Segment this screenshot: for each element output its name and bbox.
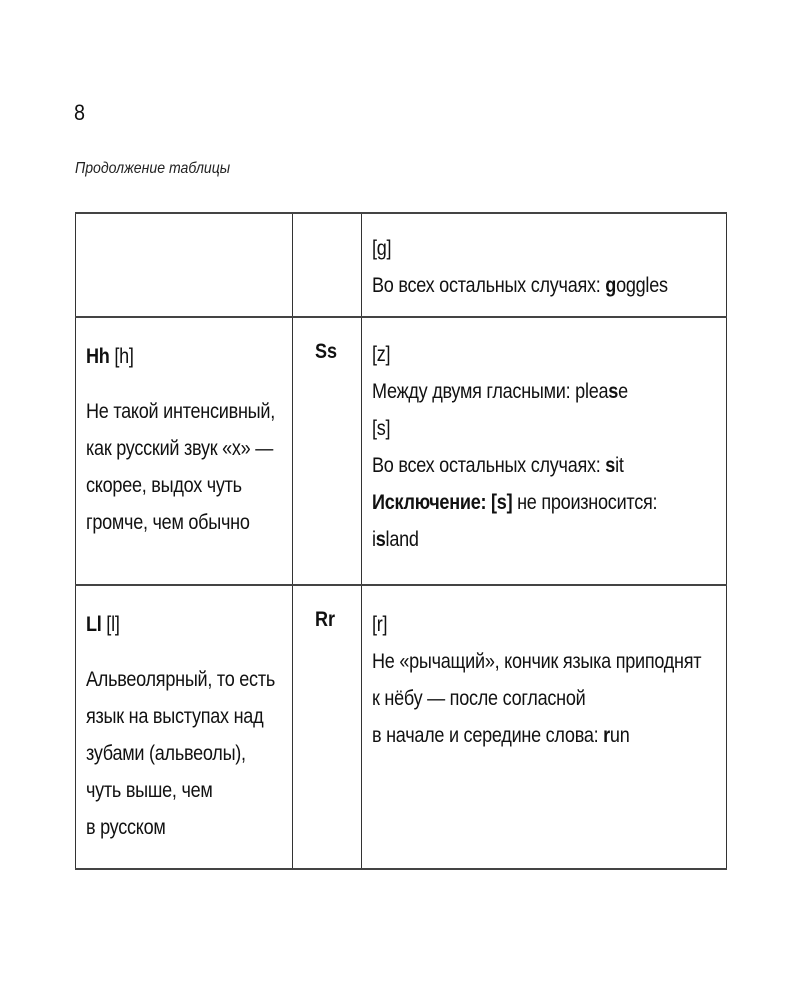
letter-cell-hh: [76, 317, 293, 585]
description-line: Не такой интенсивный,: [86, 400, 275, 423]
description-line: язык на выступах над: [86, 705, 264, 728]
rule-line: Во всех остальных случаях: goggles: [372, 274, 668, 297]
rule-line: Между двумя гласными: please: [372, 380, 628, 403]
pair-letter-cell-rr: [293, 585, 362, 869]
letter-cell-ll: [76, 585, 293, 869]
exception-line: Исключение: [s] не произносится:: [372, 491, 658, 514]
sound-z: [z]: [372, 343, 391, 366]
rule-line: Во всех остальных случаях: sit: [372, 454, 624, 477]
description-line: чуть выше, чем: [86, 779, 213, 802]
rule-line: к нёбу — после согласной: [372, 687, 586, 710]
letter-cell-empty: [76, 213, 293, 317]
rules-cell: [362, 213, 727, 317]
letter-heading: Ll [l]: [86, 613, 120, 636]
phonetics-table: [75, 212, 727, 870]
table-row: [76, 585, 727, 869]
rules-cell: [362, 317, 727, 585]
sound-g: [g]: [372, 237, 392, 260]
table-caption: Продолжение таблицы: [75, 160, 231, 177]
pair-letter: Ss: [315, 340, 338, 363]
description-line: в русском: [86, 816, 166, 839]
page-number: 8: [74, 100, 85, 125]
table-row: [76, 213, 727, 317]
letter-heading: Hh [h]: [86, 345, 134, 368]
sound-s: [s]: [372, 417, 391, 440]
pair-letter: Rr: [315, 608, 336, 631]
description-line: громче, чем обычно: [86, 511, 250, 534]
description-line: как русский звук «х» —: [86, 437, 274, 460]
description-line: скорее, выдох чуть: [86, 474, 242, 497]
description-line: Альвеолярный, то есть: [86, 668, 275, 691]
exception-word: island: [372, 528, 419, 551]
pair-letter-cell-empty: [293, 213, 362, 317]
table-row: [76, 317, 727, 585]
rule-line: в начале и середине слова: run: [372, 724, 630, 747]
rule-line: Не «рычащий», кончик языка приподнят: [372, 650, 702, 673]
pair-letter-cell-ss: [293, 317, 362, 585]
description-line: зубами (альвеолы),: [86, 742, 246, 765]
rules-cell: [362, 585, 727, 869]
sound-r: [r]: [372, 613, 388, 636]
